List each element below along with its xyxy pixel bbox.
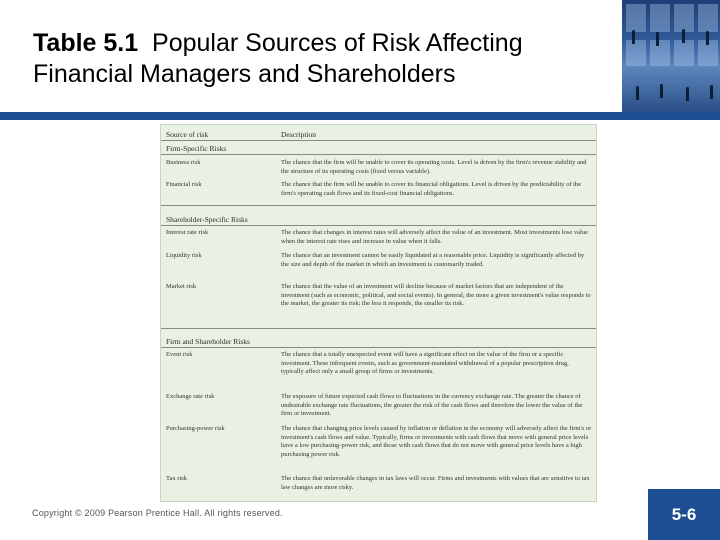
risk-description: The chance that unfavorable changes in tax laws will occur. Firms and investments with values that are sensitive to tax law changes are more risky. (281, 475, 590, 491)
risk-description: The chance that an investment cannot be easily liquidated at a reasonable price. Liquidity is significantly affected by the size and depth of the market in which an investment is customarily traded. (281, 252, 585, 268)
risk-name: Exchange rate risk (166, 393, 215, 400)
risk-name: Market risk (166, 283, 197, 290)
page-number: 5-6 (671, 504, 697, 524)
risk-name: Financial risk (166, 181, 202, 188)
page-number-badge (648, 489, 720, 540)
divider (161, 328, 597, 329)
risk-name: Tax risk (166, 475, 188, 482)
title-line-2: Financial Managers and Shareholders (33, 60, 456, 88)
risk-table (160, 124, 597, 502)
section-heading: Firm and Shareholder Risks (161, 335, 597, 348)
header-photo (622, 0, 720, 112)
risk-description: The chance that a totally unexpected event will have a significant effect on the value of the firm or a specific investment. These infrequent events, such as government-mandated withdrawal of a popular prescription drug, typically affect only a small group of firms or investments. (281, 351, 569, 375)
title-text: Popular Sources of Risk Affecting (152, 29, 523, 57)
header-band (0, 112, 720, 120)
col-description-header: Description (281, 130, 316, 139)
table-header (161, 128, 597, 141)
slide-title (33, 28, 523, 90)
risk-name: Event risk (166, 351, 193, 358)
risk-name: Interest rate risk (166, 229, 209, 236)
risk-description: The chance that the value of an investment will decline because of market factors that are independent of the investment (such as economic, political, and social events). In general, the more a given investment's value responds to the market, the greater its risk; the less it responds, the smaller its risk. (281, 283, 591, 307)
risk-description: The exposure of future expected cash flows to fluctuations in the currency exchange rate. The greater the chance of undesirable exchange rate fluctuations, the greater the risk of the cash flows and therefore the lower the value of the firm or investment. (281, 393, 583, 417)
risk-description: The chance that changes in interest rates will adversely affect the value of an investment. Most investments lose value when the interest rate rises and increase in value when it falls. (281, 229, 588, 245)
title-number: Table 5.1 (33, 29, 139, 57)
section-heading: Shareholder-Specific Risks (161, 213, 597, 226)
divider (161, 205, 597, 206)
section-heading: Firm-Specific Risks (161, 142, 597, 155)
risk-name: Business risk (166, 159, 201, 166)
risk-name: Liquidity risk (166, 252, 202, 259)
copyright-footer: Copyright © 2009 Pearson Prentice Hall. All rights reserved. (32, 508, 283, 518)
risk-description: The chance that the firm will be unable to cover its operating costs. Level is driven by the firm's revenue stability and the structure of its operating costs (fixed versus variable). (281, 159, 587, 175)
risk-description: The chance that the firm will be unable to cover its financial obligations. Level is driven by the predictability of the firm's operating cash flows and its fixed-cost financial obligations. (281, 181, 582, 197)
risk-name: Purchasing-power risk (166, 425, 225, 432)
title-area (0, 0, 622, 112)
risk-description: The chance that changing price levels caused by inflation or deflation in the economy will adversely affect the firm's or investment's cash flows and value. Typically, firms or investments with cash flows that move with general price levels have a low purchasing-power risk, and those with cash flows that do not move with general price levels have a high purchasing power risk. (281, 425, 592, 458)
col-source-header: Source of risk (166, 130, 209, 139)
